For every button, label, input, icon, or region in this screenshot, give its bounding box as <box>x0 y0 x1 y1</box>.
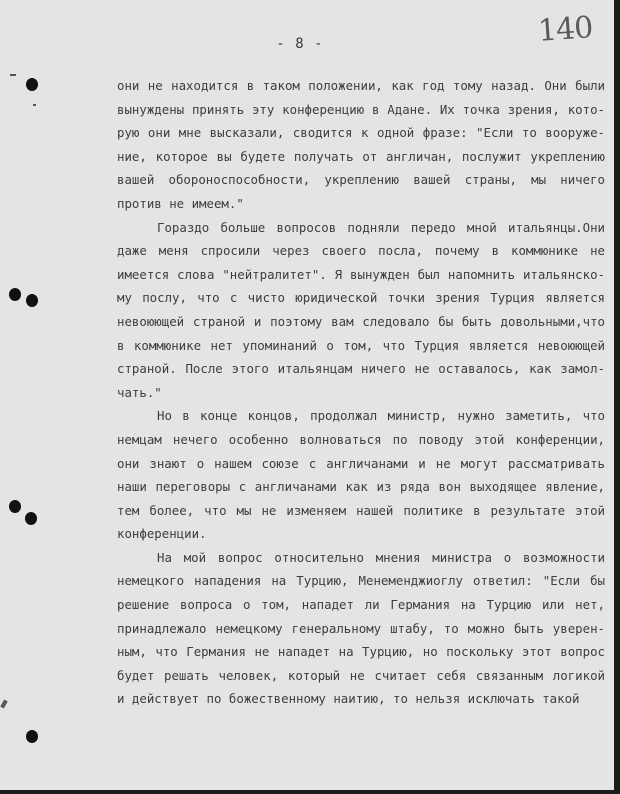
binder-hole-icon <box>9 500 21 513</box>
text-line: му послу, что с чисто юридической точки зрения Турция является <box>117 290 605 306</box>
text-line: тем более, что мы не изменяем нашей политике в результате этой <box>117 502 605 518</box>
paragraph <box>117 546 605 711</box>
text-line: немцам нечего особенно волноваться по поводу этой конференции, <box>117 431 605 447</box>
text-line: чать." <box>117 384 162 400</box>
text-line: Но в конце концов, продолжал министр, нужно заметить, что <box>157 408 605 424</box>
binder-hole-icon <box>26 78 38 91</box>
text-line: немецкого нападения на Турцию, Менеменджиоглу ответил: "Если бы <box>117 573 605 589</box>
text-line: и действует по божественному наитию, то нельзя исключать такой <box>117 691 580 707</box>
text-line: конференции. <box>117 526 207 542</box>
text-line: ние, которое вы будете получать от англичан, послужит укреплению <box>117 148 605 164</box>
text-line: имеется слова "нейтралитет". Я вынужден был напомнить итальянско- <box>117 266 605 282</box>
text-line: принадлежало немецкому генеральному штабу, то можно быть уверен- <box>117 620 605 636</box>
text-line: вашей обороноспособности, укреплению вашей страны, мы ничего <box>117 172 605 188</box>
text-line: вынуждены принять эту конференцию в Адане. Их точка зрения, кото- <box>117 101 605 117</box>
text-line: Гораздо больше вопросов подняли передо мной итальянцы.Они <box>157 219 605 235</box>
text-line: На мой вопрос относительно мнения министра о возможности <box>157 549 605 565</box>
binder-hole-icon <box>25 512 37 525</box>
text-line: будет решать человек, который не считает себя связанным логикой <box>117 667 605 683</box>
binder-hole-icon <box>26 294 38 307</box>
paragraph <box>117 74 605 216</box>
margin-mark <box>10 74 16 76</box>
paragraph <box>117 404 605 546</box>
binder-hole-icon <box>26 730 38 743</box>
text-line: страной. После этого итальянцам ничего не оставалось, как замол- <box>117 361 605 377</box>
text-line: они не находится в таком положении, как год тому назад. Они были <box>117 78 605 93</box>
text-line: даже меня спросили через своего посла, почему в коммюнике не <box>117 243 605 259</box>
text-line: наши переговоры с англичанами как из ряда вон выходящее явление, <box>117 479 605 495</box>
text-line: невоюющей страной и поэтому вам следовало бы быть довольными,что <box>117 313 605 329</box>
margin-mark <box>0 700 7 709</box>
text-line: решение вопроса о том, нападет ли Германия на Турцию или нет, <box>117 597 605 613</box>
text-line: ным, что Германия не нападет на Турцию, но поскольку этот вопрос <box>117 644 605 660</box>
text-line: против не имеем." <box>117 195 244 211</box>
text-line: в коммюнике нет упоминаний о том, что Турция является невоюющей <box>117 337 605 353</box>
text-line: рую они мне высказали, сводится к одной фразе: "Если то вооруже- <box>117 125 605 141</box>
binder-hole-icon <box>9 288 21 301</box>
margin-mark <box>33 104 36 106</box>
document-body <box>117 74 605 711</box>
handwritten-folio-number: 140 <box>536 10 594 49</box>
page-number: - 8 - <box>276 36 324 52</box>
text-line: они знают о нашем союзе с англичанами и не могут рассматривать <box>117 455 605 471</box>
paragraph <box>117 216 605 405</box>
